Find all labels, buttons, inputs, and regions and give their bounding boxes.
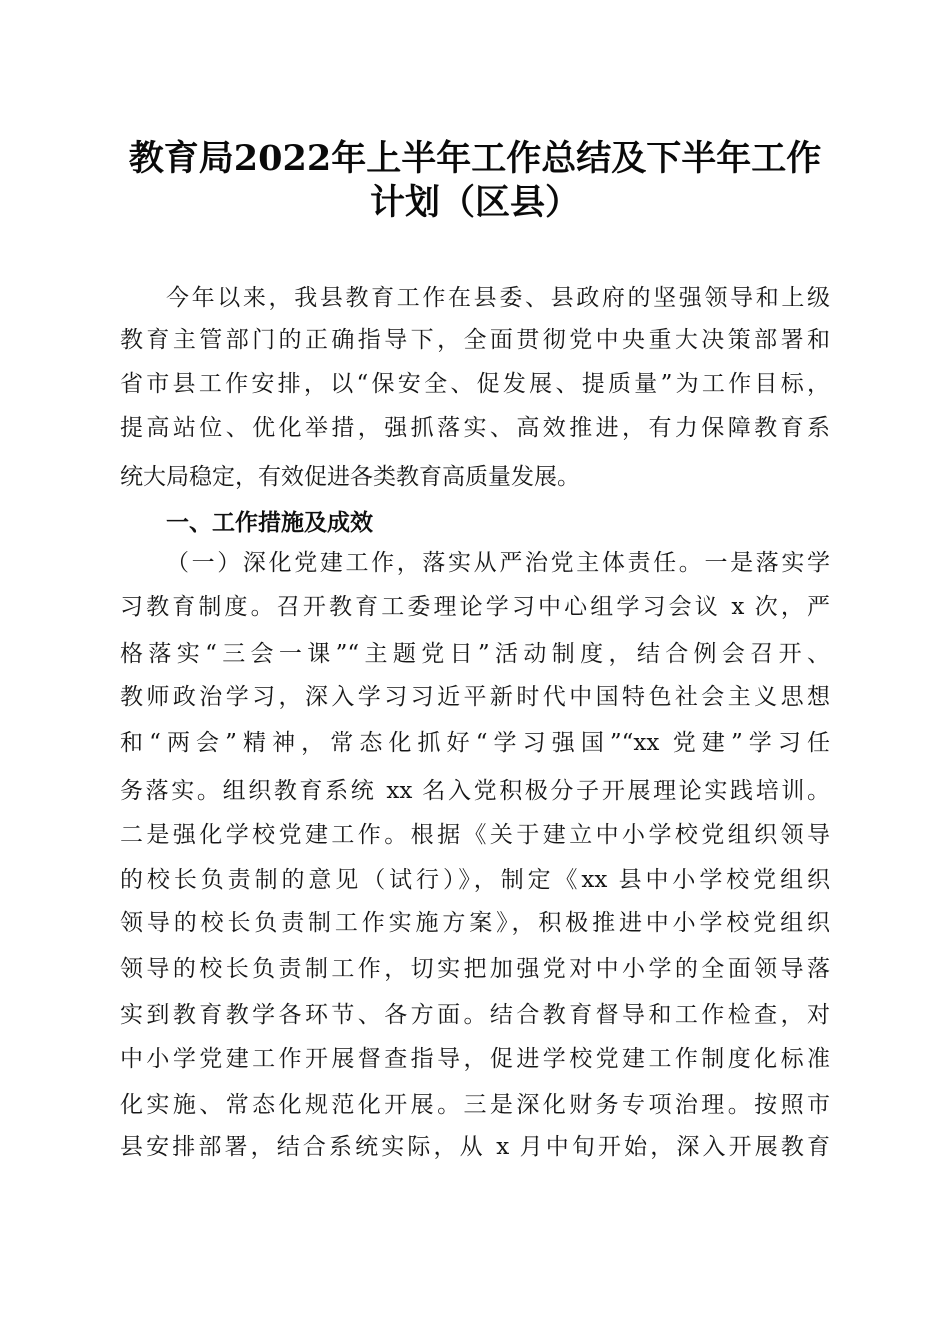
document-title-line-2: 计划（区县）	[369, 182, 580, 223]
intro-paragraph-line: 今年以来，我县教育工作在县委、县政府的坚强领导和上级	[166, 285, 830, 311]
body-paragraph-line: 县安排部署，结合系统实际，从 x 月中旬开始，深入开展教育	[120, 1134, 830, 1160]
body-paragraph-line: 格落实“三会一课”“主题党日”活动制度，结合例会召开、	[120, 641, 830, 667]
body-paragraph-line: 领导的校长负责制工作实施方案》，积极推进中小学校党组织	[120, 910, 830, 936]
body-paragraph-line: 和“两会”精神，常态化抓好“学习强国”“xx 党建”学习任	[120, 730, 830, 756]
body-paragraph-line: 务落实。组织教育系统 xx 名入党积极分子开展理论实践培训。	[120, 778, 830, 804]
body-paragraph-line: 的校长负责制的意见（试行）》，制定《xx 县中小学校党组织	[120, 867, 830, 893]
intro-paragraph-line: 省市县工作安排，以“保安全、促发展、提质量”为工作目标，	[120, 371, 830, 397]
body-paragraph-line: 二是强化学校党建工作。根据《关于建立中小学校党组织领导	[120, 822, 830, 848]
body-paragraph-line: 中小学党建工作开展督查指导，促进学校党建工作制度化标准	[120, 1046, 830, 1072]
document-title-line-1: 教育局2022年上半年工作总结及下半年工作	[128, 138, 822, 179]
body-paragraph-line: 习教育制度。召开教育工委理论学习中心组学习会议 x 次，严	[120, 594, 830, 620]
body-paragraph-line: 领导的校长负责制工作，切实把加强党对中小学的全面领导落	[120, 956, 830, 982]
body-paragraph-line: （一）深化党建工作，落实从严治党主体责任。一是落实学	[166, 550, 830, 576]
intro-paragraph-line: 教育主管部门的正确指导下，全面贯彻党中央重大决策部署和	[120, 327, 830, 353]
intro-paragraph-line: 提高站位、优化举措，强抓落实、高效推进，有力保障教育系	[120, 415, 830, 441]
body-paragraph-line: 实到教育教学各环节、各方面。结合教育督导和工作检查，对	[120, 1002, 830, 1028]
body-paragraph-line: 化实施、常态化规范化开展。三是深化财务专项治理。按照市	[120, 1092, 830, 1118]
body-paragraph-line: 教师政治学习，深入学习习近平新时代中国特色社会主义思想	[120, 684, 830, 710]
section-heading: 一、工作措施及成效	[166, 510, 373, 536]
intro-paragraph-line: 统大局稳定，有效促进各类教育高质量发展。	[120, 464, 580, 490]
